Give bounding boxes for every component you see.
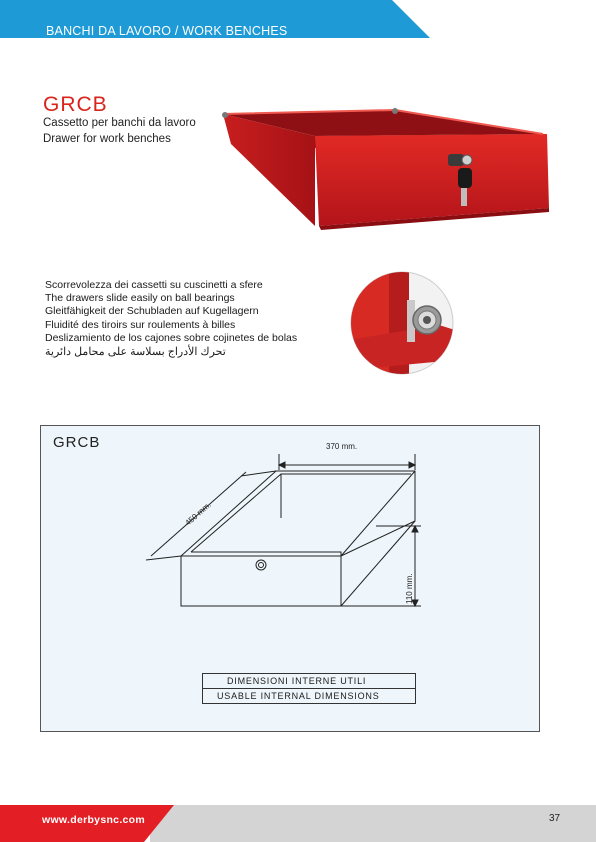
- product-desc-en: Drawer for work benches: [43, 133, 171, 145]
- drawer-photo: [215, 108, 560, 238]
- footer-website-link[interactable]: www.derbysnc.com: [42, 814, 146, 826]
- dimensions-note: [202, 673, 416, 704]
- technical-drawing-panel: [40, 425, 540, 732]
- bearing-detail-photo: [349, 270, 455, 376]
- footer-bar: [150, 805, 596, 842]
- feature-line: Gleitfähigkeit der Schubladen auf Kugellagern: [45, 305, 259, 318]
- depth-dimension-label: 450 mm.: [183, 500, 213, 528]
- product-code: GRCB: [43, 93, 108, 116]
- features-list: [45, 279, 297, 359]
- header-title: BANCHI DA LAVORO / WORK BENCHES: [46, 24, 288, 38]
- height-dimension-label: 110 mm.: [405, 573, 414, 604]
- page-number: 37: [549, 813, 561, 824]
- feature-line: The drawers slide easily on ball bearings: [45, 292, 235, 305]
- product-desc-it: Cassetto per banchi da lavoro: [43, 117, 196, 129]
- dimensions-note-en: USABLE INTERNAL DIMENSIONS: [203, 688, 415, 703]
- feature-line: Scorrevolezza dei cassetti su cuscinetti a sfere: [45, 279, 263, 291]
- width-dimension-label: 370 mm.: [326, 442, 358, 451]
- dimensions-note-it: DIMENSIONI INTERNE UTILI: [227, 676, 367, 686]
- feature-line: Deslizamiento de los cajones sobre cojinetes de bolas: [45, 331, 298, 344]
- feature-line: Fluidité des tiroirs sur roulements à billes: [45, 318, 236, 331]
- feature-line-arabic: تحرك الأدراج بسلاسة على محامل دائرية: [45, 346, 226, 359]
- diagram-title: GRCB: [53, 434, 101, 451]
